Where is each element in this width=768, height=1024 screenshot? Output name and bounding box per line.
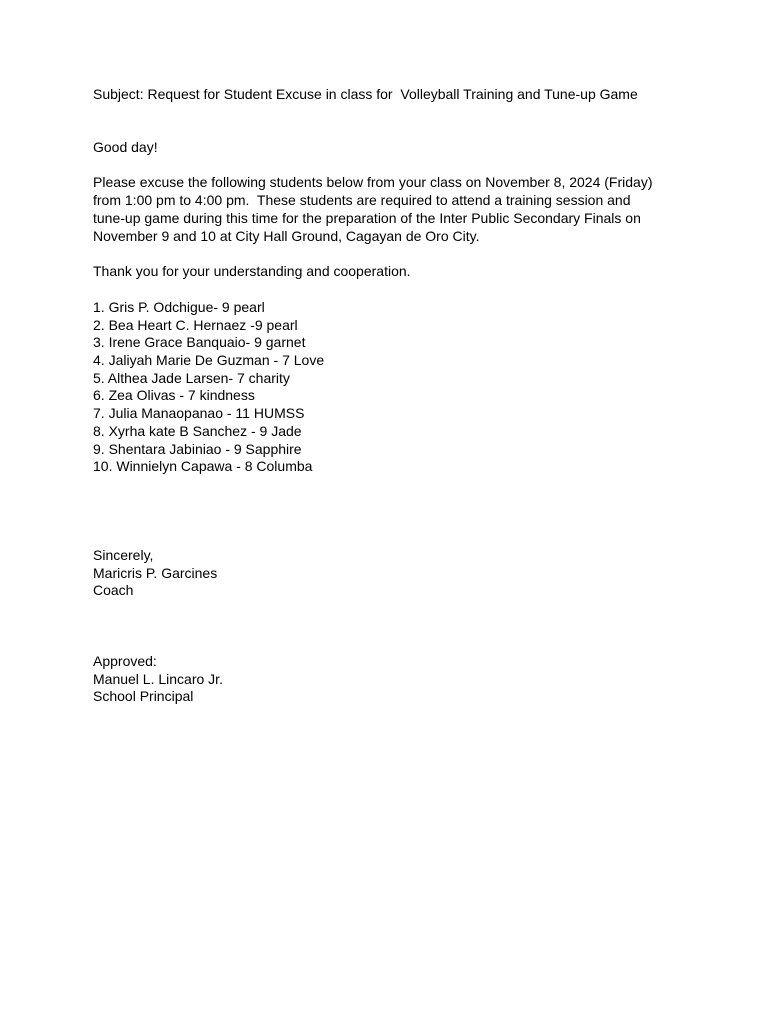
signer-name: Maricris P. Garcines bbox=[93, 564, 218, 581]
body-line: Please excuse the following students below from your class on November 8, 2024 (Friday) bbox=[93, 174, 653, 191]
list-item: 5. Althea Jade Larsen- 7 charity bbox=[93, 369, 290, 386]
letter-document bbox=[93, 86, 693, 706]
body-line: from 1:00 pm to 4:00 pm. These students are required to attend a training session and bbox=[93, 192, 631, 209]
list-item: 3. Irene Grace Banquaio- 9 garnet bbox=[93, 334, 306, 351]
list-item: 4. Jaliyah Marie De Guzman - 7 Love bbox=[93, 352, 325, 369]
body-line: November 9 and 10 at City Hall Ground, Cagayan de Oro City. bbox=[93, 227, 480, 244]
body-line: tune-up game during this time for the preparation of the Inter Public Secondary Finals on bbox=[93, 209, 641, 226]
list-item: 6. Zea Olivas - 7 kindness bbox=[93, 387, 255, 404]
body-paragraph bbox=[93, 174, 693, 245]
list-item: 1. Gris P. Odchigue- 9 pearl bbox=[93, 298, 265, 315]
closing-salutation: Sincerely, bbox=[93, 546, 154, 563]
closing-block bbox=[93, 547, 693, 600]
list-item: 8. Xyrha kate B Sanchez - 9 Jade bbox=[93, 422, 302, 439]
greeting: Good day! bbox=[93, 138, 158, 155]
subject-line: Subject: Request for Student Excuse in class for Volleyball Training and Tune-up Game bbox=[93, 86, 638, 102]
list-item: 7. Julia Manaopanao - 11 HUMSS bbox=[93, 405, 305, 422]
student-list bbox=[93, 299, 693, 476]
approval-label: Approved: bbox=[93, 653, 157, 670]
approver-name: Manuel L. Lincaro Jr. bbox=[93, 670, 223, 687]
list-item: 10. Winnielyn Capawa - 8 Columba bbox=[93, 458, 313, 475]
approver-title: School Principal bbox=[93, 688, 194, 705]
list-item: 2. Bea Heart C. Hernaez -9 pearl bbox=[93, 316, 298, 333]
thanks-line: Thank you for your understanding and cooperation. bbox=[93, 263, 411, 280]
signer-title: Coach bbox=[93, 582, 134, 599]
approval-block bbox=[93, 653, 693, 706]
list-item: 9. Shentara Jabiniao - 9 Sapphire bbox=[93, 440, 302, 457]
